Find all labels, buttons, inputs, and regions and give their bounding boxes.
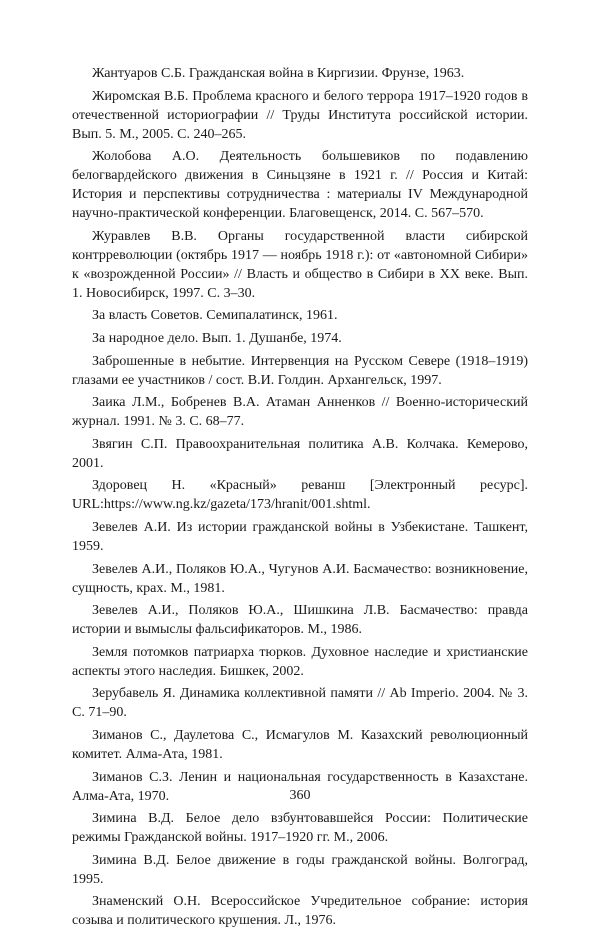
bibliography-entry: Зевелев А.И., Поляков Ю.А., Чугунов А.И. Басмачество: возникновение, сущность, крах. М., 1981. (72, 561, 528, 596)
bibliography-entry: Зиманов С., Даулетова С., Исмагулов М. Казахский революционный комитет. Алма-Ата, 1981. (72, 727, 528, 762)
bibliography-entry: Зиманов С.З. Ленин и национальная государственность в Казахстане. Алма-Ата, 1970. (72, 769, 528, 804)
bibliography-entry: Зимина В.Д. Белое дело взбунтовавшейся России: Политические режимы Гражданской войны. 1917–1920 гг. М., 2006. (72, 811, 528, 846)
bibliography-entry: Заброшенные в небытие. Интервенция на Русском Севере (1918–1919) глазами ее участников / сост. В.И. Голдин. Архангельск, 1997. (72, 353, 528, 388)
bibliography-entry: Звягин С.П. Правоохранительная политика А.В. Колчака. Кемерово, 2001. (72, 436, 528, 471)
bibliography-entry: Земля потомков патриарха тюрков. Духовное наследие и христианские аспекты этого наследия. Бишкек, 2002. (72, 644, 528, 679)
bibliography-entry: За власть Советов. Семипалатинск, 1961. (92, 308, 338, 324)
bibliography-entry: Жантуаров С.Б. Гражданская война в Киргизии. Фрунзе, 1963. (92, 66, 465, 81)
bibliography-entry: Жиромская В.Б. Проблема красного и белого террора 1917–1920 годов в отечественной историографии // Труды Института российской истории. Вып. 5. М., 2005. С. 240–265. (72, 88, 528, 142)
bibliography-entry: Зевелев А.И. Из истории гражданской войны в Узбекистане. Ташкент, 1959. (72, 519, 528, 554)
page-number: 360 (289, 788, 311, 803)
bibliography-entry: За народное дело. Вып. 1. Душанбе, 1974. (92, 330, 342, 346)
bibliography-entry: Зерубавель Я. Динамика коллективной памяти // Ab Imperio. 2004. № 3. С. 71–90. (72, 686, 528, 721)
bibliography-entry: Журавлев В.В. Органы государственной власти сибирской контрреволюции (октябрь 1917 — ноябрь 1918 г.): от «автономной Сибири» к «возрожденной России» // Власть и общество в Сибири в XX веке. Вып. 1. Новосибирск, 1997. С. 3–30. (72, 228, 528, 301)
bibliography-entry: Зимина В.Д. Белое движение в годы гражданской войны. Волгоград, 1995. (72, 852, 528, 887)
bibliography-entry: Жолобова А.О. Деятельность большевиков по подавлению белогвардейского движения в Синьцзяне в 1921 г. // Россия и Китай: История и перспективы сотрудничества : материалы IV Международной научно-практической конференции. Благовещенск, 2014. С. 567–570. (72, 149, 528, 222)
bibliography-entry: Здоровец Н. «Красный» реванш [Электронный ресурс]. URL:https://www.ng.kz/gazeta/173/hranit/001.shtml. (72, 478, 528, 513)
bibliography-entry: Зевелев А.И., Поляков Ю.А., Шишкина Л.В. Басмачество: правда истории и вымыслы фальсификаторов. М., 1986. (72, 603, 528, 638)
bibliography-entry: Знаменский О.Н. Всероссийское Учредительное собрание: история созыва и политического крушения. Л., 1976. (72, 894, 528, 929)
bibliography-entry: Заика Л.М., Бобренев В.А. Атаман Анненков // Военно-исторический журнал. 1991. № 3. С. 68–77. (72, 395, 528, 430)
